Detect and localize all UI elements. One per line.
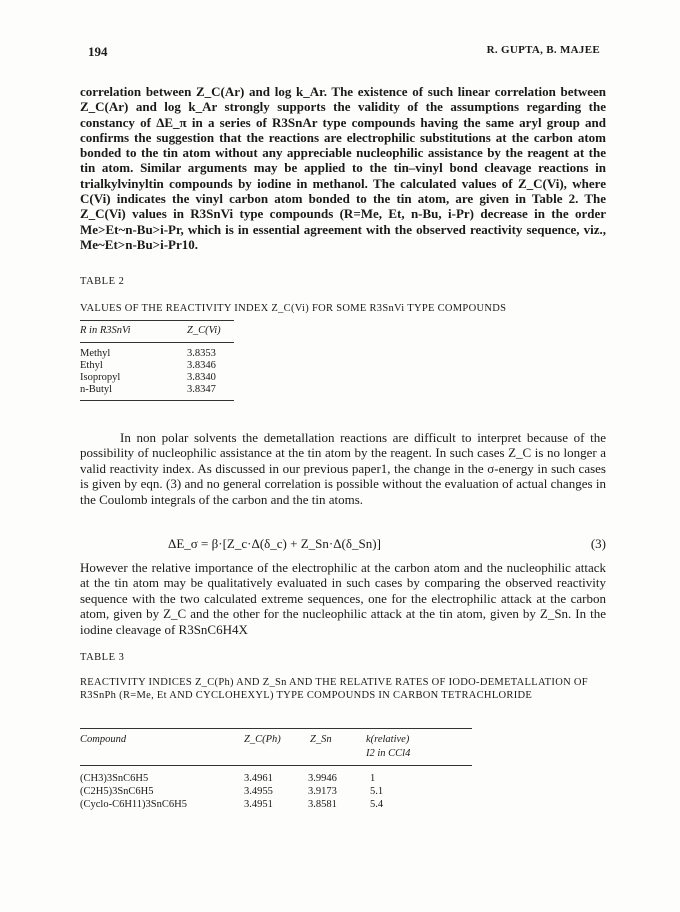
table-row [80, 384, 240, 396]
table-2-col1-header: R in R3SnVi [80, 325, 131, 336]
running-head: R. GUPTA, B. MAJEE [486, 44, 600, 56]
table-2-header-rule [80, 342, 234, 343]
table-3-k-cell: 5.1 [370, 786, 384, 797]
table-3-top-rule [80, 728, 472, 729]
table-2-z-cell: 3.8347 [187, 384, 216, 395]
table-3-k-cell: 1 [370, 773, 376, 784]
table-2-z-cell: 3.8353 [187, 348, 216, 359]
equation-text: ΔE_σ = β·[Z_c·Δ(δ_c) + Z_Sn·Δ(δ_Sn)] [168, 536, 381, 551]
table-3-zc-cell: 3.4961 [244, 773, 273, 784]
table-2-r-cell: Methyl [80, 348, 111, 359]
table-3-zc-cell: 3.4955 [244, 786, 273, 797]
table-2-caption: VALUES OF THE REACTIVITY INDEX Z_C(Vi) FOR SOME R3SnVi TYPE COMPOUNDS [80, 303, 507, 314]
table-3-col-k-line2: I2 in CCl4 [366, 748, 411, 759]
table-row [80, 799, 480, 812]
paragraph-1-text: correlation between Z_C(Ar) and log k_Ar. The existence of such linear correlation between Z_C(Ar) and log k_Ar strongly supports the validity of the assumptions regarding the constancy of ΔE_π in a series of R3SnAr type compounds having the same aryl group and confirms the suggestion that the reactions are electrophilic substitutions at the carbon atom bonded to the tin atom without any appreciable nucleophilic assistance by the reagent at the tin atom. Similar arguments may be applied to the tin–vinyl bond cleavage reactions in trialkylvinyltin compounds by iodine in methanol. The calculated values of Z_C(Vi), where C(Vi) indicates the vinyl carbon atom bonded to the tin atom, are given in Table 2. The Z_C(Vi) values in R3SnVi type compounds (R=Me, Et, n-Bu, i-Pr) decrease in the order Me>Et~n-Bu>i-Pr, which is in essential agreement with the observed reactivity sequence, viz., Me~Et>n-Bu>i-Pr10. [80, 84, 606, 252]
table-2-body [80, 348, 240, 396]
table-3-compound-cell: (CH3)3SnC6H5 [80, 773, 149, 784]
table-2-label: TABLE 2 [80, 276, 125, 287]
table-row [80, 372, 240, 384]
table-2-bottom-rule [80, 400, 234, 401]
table-row [80, 773, 480, 786]
table-row [80, 348, 240, 360]
paragraph-3 [80, 560, 606, 637]
table-2-r-cell: Ethyl [80, 360, 103, 371]
table-row [80, 360, 240, 372]
paragraph-2-text: In non polar solvents the demetallation reactions are difficult to interpret because of the possibility of nucleophilic assistance at the tin atom by the reagent. In such cases Z_C is no longer a valid reactivity index. As discussed in our previous paper1, the change in the σ-energy in such cases is given by eqn. (3) and no general correlation is possible without the evaluation of actual changes in the Coulomb integrals of the carbon and the tin atoms. [80, 430, 606, 507]
paragraph-3-text: However the relative importance of the electrophilic at the carbon atom and the nucleophilic attack at the tin atom may be qualitatively evaluated in such cases by comparing the observed reactivity sequence with the two calculated extreme sequences, one for the electrophilic attack at the carbon atom, given by Z_C and the other for the nucleophilic attack at the tin atom, given by Z_Sn. In the iodine cleavage of R3SnC6H4X [80, 560, 606, 637]
table-2-r-cell: n-Butyl [80, 384, 113, 395]
table-3-col-k-line1: k(relative) [366, 734, 410, 745]
table-2-z-cell: 3.8346 [187, 360, 216, 371]
table-3-zsn-cell: 3.9946 [308, 773, 337, 784]
table-3-zsn-cell: 3.8581 [308, 799, 337, 810]
paragraph-1 [80, 84, 606, 252]
table-2-col2-header: Z_C(Vi) [187, 325, 221, 336]
table-3-k-cell: 5.4 [370, 799, 384, 810]
table-3-col-zsn: Z_Sn [310, 734, 332, 745]
table-row [80, 786, 480, 799]
table-3-zc-cell: 3.4951 [244, 799, 273, 810]
table-3-label: TABLE 3 [80, 652, 125, 663]
table-2-top-rule [80, 320, 234, 321]
table-3-header-rule [80, 765, 472, 766]
table-3-compound-cell: (C2H5)3SnC6H5 [80, 786, 154, 797]
table-3-compound-cell: (Cyclo-C6H11)3SnC6H5 [80, 799, 187, 810]
table-2-z-cell: 3.8340 [187, 372, 216, 383]
page-number: 194 [88, 44, 108, 59]
table-2-r-cell: Isopropyl [80, 372, 121, 383]
paragraph-2 [80, 430, 606, 507]
table-3-body [80, 773, 480, 812]
table-3-zsn-cell: 3.9173 [308, 786, 337, 797]
table-3-col-compound: Compound [80, 734, 127, 745]
table-3-caption: REACTIVITY INDICES Z_C(Ph) AND Z_Sn AND THE RELATIVE RATES OF IODO-DEMETALLATION OF R3SnPh (R=Me, Et AND CYCLOHEXYL) TYPE COMPOUNDS IN CARBON TETRACHLORIDE [80, 677, 588, 701]
table-3-col-zcph: Z_C(Ph) [244, 734, 281, 745]
equation-number: (3) [590, 536, 606, 551]
